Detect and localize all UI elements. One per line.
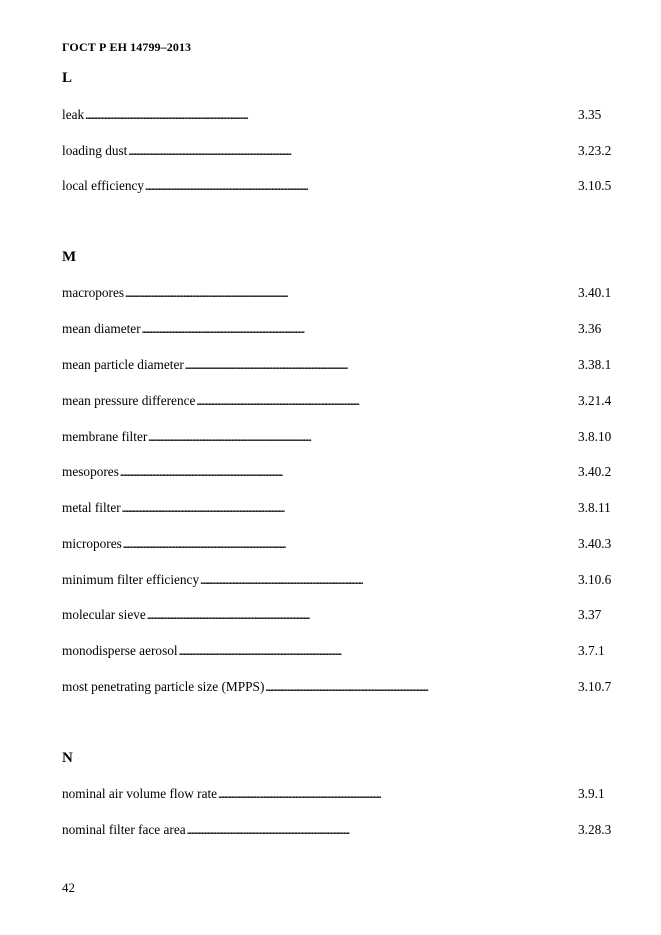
entry-term: micropores . . . (62, 535, 562, 553)
index-entry (62, 463, 616, 481)
index-entry (62, 356, 616, 374)
entry-term: nominal filter face area . . . (62, 821, 562, 839)
index-entry (62, 642, 616, 660)
entry-term: molecular sieve . . . (62, 606, 562, 624)
entry-reference: 3.40.3 (578, 536, 612, 551)
entry-reference: 3.10.5 (578, 178, 612, 193)
entry-reference: 3.40.1 (578, 285, 612, 300)
page-number: 42 (62, 880, 75, 895)
entry-reference: 3.40.2 (578, 464, 612, 479)
entry-reference: 3.28.3 (578, 822, 612, 837)
index-entry (62, 535, 616, 553)
entry-reference: 3.37 (578, 607, 602, 622)
index-entry (62, 785, 616, 803)
index-entry (62, 284, 616, 302)
entry-reference: 3.36 (578, 321, 602, 336)
entry-reference: 3.9.1 (578, 786, 605, 801)
entry-term: mean particle diameter . . . (62, 356, 562, 374)
index-entry (62, 142, 616, 160)
index-entry (62, 320, 616, 338)
entry-term: mean pressure difference . . . (62, 392, 562, 410)
section-letter-l: L (62, 70, 73, 86)
index-entry (62, 678, 616, 696)
entry-term: most penetrating particle size (MPPS) . . . (62, 678, 562, 696)
entry-term: leak . . . (62, 106, 562, 124)
document-header: ГОСТ Р ЕН 14799–2013 (62, 40, 192, 54)
index-entry (62, 499, 616, 517)
entry-term: loading dust . . . (62, 142, 562, 160)
index-entry (62, 571, 616, 589)
entry-term: monodisperse aerosol . . . (62, 642, 562, 660)
index-entry (62, 106, 616, 124)
index-entry (62, 428, 616, 446)
entry-term: minimum filter efficiency . . . (62, 571, 562, 589)
entry-reference: 3.35 (578, 107, 602, 122)
entry-term: nominal air volume flow rate . . . (62, 785, 562, 803)
index-entry (62, 177, 616, 195)
entry-term: macropores . . . (62, 284, 562, 302)
index-entry (62, 821, 616, 839)
entry-reference: 3.8.11 (578, 500, 611, 515)
entry-reference: 3.10.6 (578, 572, 612, 587)
index-entry (62, 606, 616, 624)
entry-term: mesopores . . . (62, 463, 562, 481)
entry-term: mean diameter . . . (62, 320, 562, 338)
section-letter-m: M (62, 249, 77, 265)
entry-reference: 3.10.7 (578, 679, 612, 694)
entry-reference: 3.21.4 (578, 393, 612, 408)
entry-term: membrane filter . . . (62, 428, 562, 446)
entry-reference: 3.38.1 (578, 357, 612, 372)
index-entry (62, 392, 616, 410)
entry-term: local efficiency . . . (62, 177, 562, 195)
section-letter-n: N (62, 750, 73, 766)
entry-term: metal filter . . . (62, 499, 562, 517)
entry-reference: 3.23.2 (578, 143, 612, 158)
entry-reference: 3.8.10 (578, 429, 612, 444)
entry-reference: 3.7.1 (578, 643, 605, 658)
